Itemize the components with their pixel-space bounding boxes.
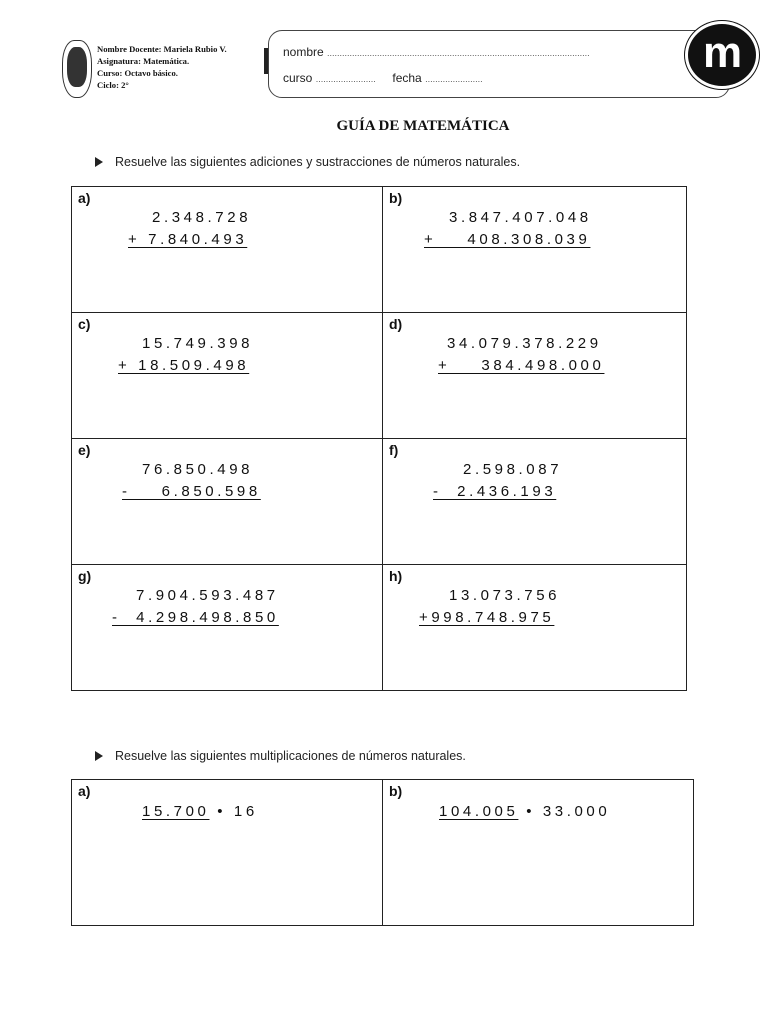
operand-top: 13.073.756	[449, 587, 561, 604]
date-field[interactable]: .......................	[425, 74, 483, 84]
factor-1: 15.700	[142, 803, 210, 820]
operand-top: 7.904.593.487	[136, 587, 279, 604]
course-field[interactable]: ........................	[315, 74, 376, 84]
multiply-operator: •	[209, 803, 234, 820]
multiplication-expression	[142, 803, 258, 820]
problem-cell-c: c) 15.749.398 + 18.509.498	[72, 313, 383, 439]
operand-bottom: + 384.498.000	[438, 357, 605, 374]
operand-top: 76.850.498	[142, 461, 254, 478]
operand-top: 15.749.398	[142, 335, 254, 352]
arrow-bullet-icon	[95, 751, 103, 761]
operand-bottom: - 2.436.193	[433, 483, 557, 500]
operand-bottom: - 4.298.498.850	[112, 609, 279, 626]
student-info-box	[268, 30, 730, 98]
addition-subtraction-table	[71, 186, 687, 691]
page-title: GUÍA DE MATEMÁTICA	[336, 118, 510, 134]
operand-bottom: + 408.308.039	[424, 231, 591, 248]
name-label: nombre	[283, 45, 324, 59]
teacher-name: Nombre Docente: Mariela Rubio V.	[97, 44, 227, 54]
course-label: curso	[283, 71, 313, 85]
multiplication-table	[71, 779, 694, 926]
problem-cell-e: e) 76.850.498 - 6.850.598	[72, 439, 383, 565]
multiplication-cell-b: b) 104.005 • 33.000	[383, 780, 694, 926]
operand-bottom: - 6.850.598	[122, 483, 261, 500]
name-field[interactable]: .........................................................................................................	[327, 48, 590, 58]
operand-top: 34.079.378.229	[447, 335, 602, 352]
problem-cell-d: d) 34.079.378.229 + 384.498.000	[383, 313, 687, 439]
factor-2: 33.000	[542, 803, 611, 820]
cycle: Ciclo: 2°	[97, 80, 129, 90]
operand-top: 3.847.407.048	[449, 209, 592, 226]
subject: Asignatura: Matemática.	[97, 56, 190, 66]
problem-cell-g: g) 7.904.593.487 - 4.298.498.850	[72, 565, 383, 691]
operand-bottom: + 18.509.498	[118, 357, 250, 374]
instruction-1: Resuelve las siguientes adiciones y sustracciones de números naturales.	[95, 155, 520, 169]
operand-bottom: +998.748.975	[419, 609, 555, 626]
multiply-operator: •	[518, 803, 543, 820]
factor-1: 104.005	[439, 803, 519, 820]
school-crest-icon	[62, 40, 92, 98]
problem-cell-b: b) 3.847.407.048 + 408.308.039	[383, 187, 687, 313]
date-label: fecha	[392, 71, 422, 85]
operand-bottom: + 7.840.493	[128, 231, 248, 248]
arrow-bullet-icon	[95, 157, 103, 167]
multiplication-expression	[439, 803, 610, 820]
course: Curso: Octavo básico.	[97, 68, 178, 78]
teacher-info	[97, 43, 227, 91]
operand-top: 2.598.087	[463, 461, 563, 478]
multiplication-cell-a: a) 15.700 • 16	[72, 780, 383, 926]
factor-2: 16	[233, 803, 258, 820]
instruction-2: Resuelve las siguientes multiplicaciones de números naturales.	[95, 749, 466, 763]
problem-cell-h: h) 13.073.756 +998.748.975	[383, 565, 687, 691]
problem-cell-a: a) 2.348.728 + 7.840.493	[72, 187, 383, 313]
operand-top: 2.348.728	[152, 209, 252, 226]
problem-cell-f: f) 2.598.087 - 2.436.193	[383, 439, 687, 565]
brand-logo: m	[688, 24, 756, 86]
